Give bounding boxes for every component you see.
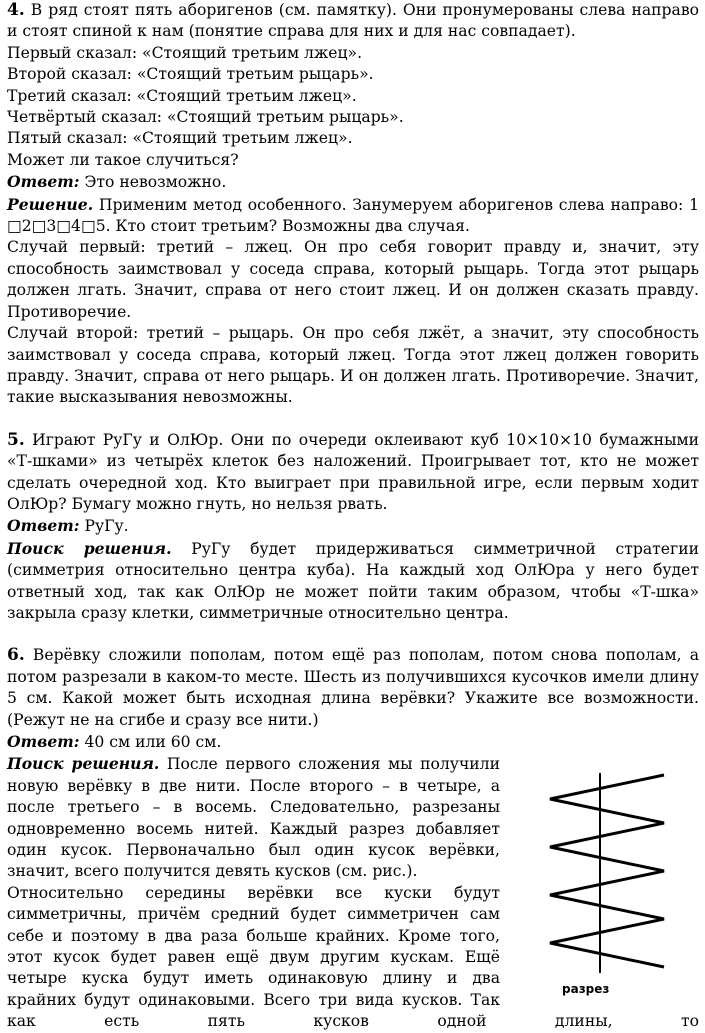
search-text: РуГу будет придерживаться симметричной стратегии (симметрия относительно центра куба). На каждый ход ОлЮра у него будет ответный ход, так как ОлЮр не может пойти таким образом, чтобы «Т-шка» закрыла сразу клетки, симметричные относительно центра. [7, 539, 699, 622]
problem-4-case-2: Случай второй: третий – рыцарь. Он про себя лжёт, а значит, эту способность заимствовал у соседа справа, который лжец. Тогда этот лжец должен говорить правду. Значит, справа от него рыцарь. И он должен лгать. Противоречие. Значит, такие высказывания невозможны. [7, 324, 699, 407]
search-text: После первого сложения мы получили новую верёвку в две нити. После второго – в четыре, а после третьего – в восемь. Следовательно, разрезаны одновременно восемь нитей. Каждый разрез добавляет один кусок. Первоначально был один кусок верёвки, значит, всего получится девять кусков (см. рис.). [7, 755, 500, 881]
answer-label: Ответ: [7, 732, 80, 751]
solution-text: Применим метод особенного. Занумеруем аборигенов слева направо: 1 □2□3□4□5. Кто стоит третьим? Возможны два случая. [7, 195, 699, 236]
problem-6-number: 6. [7, 645, 25, 666]
problem-4-line-5: Пятый сказал: «Стоящий третьим лжец». [7, 129, 353, 148]
problem-4-answer [7, 171, 699, 193]
problem-4-text: В ряд стоят пять аборигенов (см. памятку). Они пронумерованы слева направо и стоят спиной к нам (понятие справа для них и для нас совпадает). [7, 1, 699, 41]
search-label: Поиск решения. [7, 754, 160, 774]
problem-5-number: 5. [7, 429, 25, 450]
problem-4-line-4: Четвёртый сказал: «Стоящий третьим рыцарь». [7, 108, 404, 127]
answer-text: Это невозможно. [84, 173, 227, 192]
problem-5-search [7, 538, 699, 625]
answer-text: РуГу. [84, 517, 129, 536]
problem-6-statement [7, 645, 699, 731]
problem-4-solution [7, 194, 699, 238]
document-page [7, 0, 699, 1033]
spacer [7, 409, 699, 430]
answer-text: 40 см или 60 см. [84, 733, 222, 751]
zigzag-rope-drawing [524, 773, 694, 973]
zigzag-rope [550, 775, 664, 967]
problem-5-statement [7, 430, 699, 516]
problem-6-search-2: Относительно середины верёвки все куски будут симметричны, причём средний будет симметричен сам себе и поэтому в два раза больше крайних. Кроме того, этот кусок будет равен ещё двум другим кускам. Ещё четыре куска будут иметь одинаковую длину и два крайних будут одинаковыми. Всего три вида кусков. Так как есть пять кусков одной длины, то [7, 883, 699, 1031]
problem-4-statement [7, 0, 699, 43]
answer-label: Ответ: [7, 516, 80, 536]
problem-4-number: 4. [7, 0, 25, 20]
solution-label: Решение. [7, 194, 94, 214]
problem-4-case-1: Случай первый: третий – лжец. Он про себя говорит правду и, значит, эту способность заимствовал у соседа справа, который рыцарь. Тогда этот рыцарь должен лгать. Значит, справа от него стоит лжец. И он должен сказать правду. Противоречие. [7, 238, 699, 321]
spacer [7, 624, 699, 645]
folded-rope-figure [514, 753, 699, 1005]
figure-caption: разрез [562, 982, 610, 997]
problem-5-answer [7, 515, 699, 537]
problem-6-text: Верёвку сложили пополам, потом ещё раз пополам, потом снова пополам, а потом разрезали в каком-то месте. Шесть из получившихся кусочков имели длину 5 см. Какой может быть исходная длина верёвки? Укажите все возможности. (Режут не на сгибе и сразу все нити.) [7, 646, 699, 729]
problem-4-line-1: Первый сказал: «Стоящий третьим лжец». [7, 43, 363, 62]
problem-4-line-3: Третий сказал: «Стоящий третьим лжец». [7, 86, 357, 105]
problem-6-answer [7, 731, 699, 753]
problem-4-question: Может ли такое случиться? [7, 150, 239, 169]
problem-5-text: Играют РуГу и ОлЮр. Они по очереди оклеивают куб 10×10×10 бумажными «Т-шками» из четырёх клеток без наложений. Проигрывает тот, кто не может сделать очередной ход. Кто выиграет при правильной игре, если первым ходит ОлЮр? Бумагу можно гнуть, но нельзя рвать. [7, 430, 700, 513]
answer-label: Ответ: [7, 172, 80, 192]
search-label: Поиск решения. [7, 538, 172, 558]
problem-4-line-2: Второй сказал: «Стоящий третьим рыцарь». [7, 65, 374, 84]
